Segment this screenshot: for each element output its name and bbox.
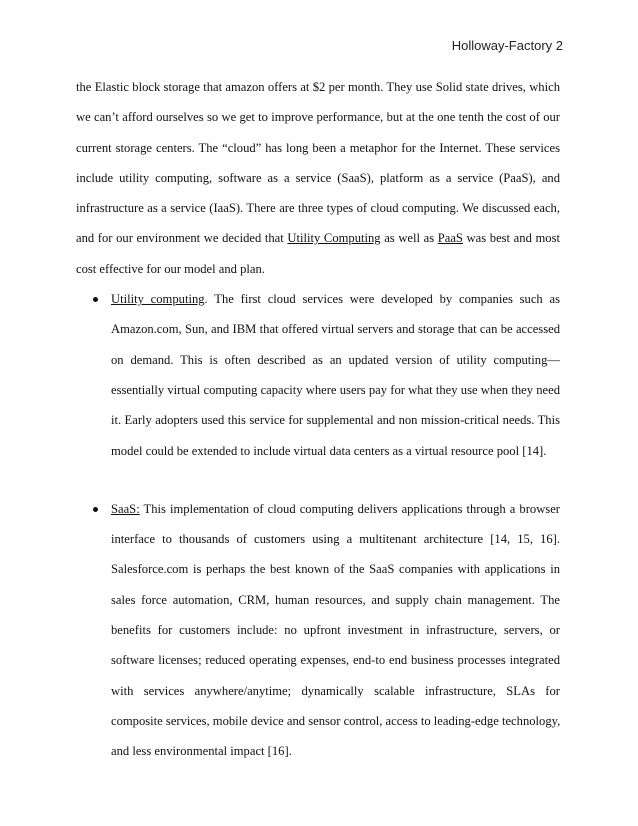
paragraph-line: infrastructure as a service (IaaS). There are three types of cloud computing. We discussed each, [76, 201, 560, 216]
utility-computing-underlined: Utility Computing [287, 231, 381, 246]
bullet-icon [93, 297, 98, 302]
utility-computing-term: Utility computing [111, 292, 205, 307]
paragraph-line [76, 223, 560, 253]
bullet-utility-computing [76, 284, 560, 466]
paragraph-line: include utility computing, software as a service (SaaS), platform as a service (PaaS), and [76, 170, 560, 185]
text-run: as well as [380, 231, 438, 246]
paas-underlined: PaaS [437, 231, 463, 246]
text-run: and for our environment we decided that [76, 231, 288, 246]
document-body [76, 72, 560, 767]
bullet-line: on demand. This is often described as an updated version of utility computing— [111, 352, 560, 367]
bullet-line: sales force automation, CRM, human resources, and supply chain management. The [111, 592, 560, 607]
bullet-line: with services anywhere/anytime; dynamically scalable infrastructure, SLAs for [111, 683, 560, 698]
text-run: This implementation of cloud computing delivers applications through a browser [139, 501, 560, 516]
bullet-saas [76, 494, 560, 767]
bullet-line: benefits for customers include: no upfront investment in infrastructure, servers, or [111, 623, 560, 638]
bullet-line: composite services, mobile device and sensor control, access to leading-edge technology, [111, 713, 561, 728]
bullet-icon [93, 507, 98, 512]
bullet-line: and less environmental impact [16]. [111, 744, 292, 759]
paragraph-line: current storage centers. The “cloud” has long been a metaphor for the Internet. These services [76, 140, 560, 155]
text-run: . The first cloud services were developed by companies such as [204, 292, 560, 307]
paragraph-line: cost effective for our model and plan. [76, 261, 265, 276]
bullet-line: software licenses; reduced operating expenses, end-to end business processes integrated [111, 653, 560, 668]
bullet-line: Amazon.com, Sun, and IBM that offered virtual servers and storage that can be accessed [111, 322, 560, 337]
bullet-line: model could be extended to include virtual data centers as a virtual resource pool [14]. [111, 443, 547, 458]
bullet-line: interface to thousands of customers using a multitenant architecture [14, 15, 16]. [111, 532, 560, 547]
running-head: Holloway-Factory 2 [451, 38, 563, 53]
bullet-line [111, 494, 560, 524]
bullet-line: it. Early adopters used this service for supplemental and non mission-critical needs. This [111, 413, 560, 428]
paragraph-line: we can’t afford ourselves so we get to improve performance, but at the one tenth the cost of our [76, 110, 560, 125]
intro-paragraph [76, 72, 560, 284]
bullet-line [111, 284, 560, 314]
paragraph-line: the Elastic block storage that amazon offers at $2 per month. They use Solid state drives, which [76, 80, 560, 94]
text-run: was best and most [462, 231, 560, 246]
saas-term: SaaS: [111, 501, 140, 516]
bullet-line: essentially virtual computing capacity where users pay for what they use when they need [111, 382, 560, 397]
bullet-line: Salesforce.com is perhaps the best known of the SaaS companies with applications in [111, 562, 560, 577]
